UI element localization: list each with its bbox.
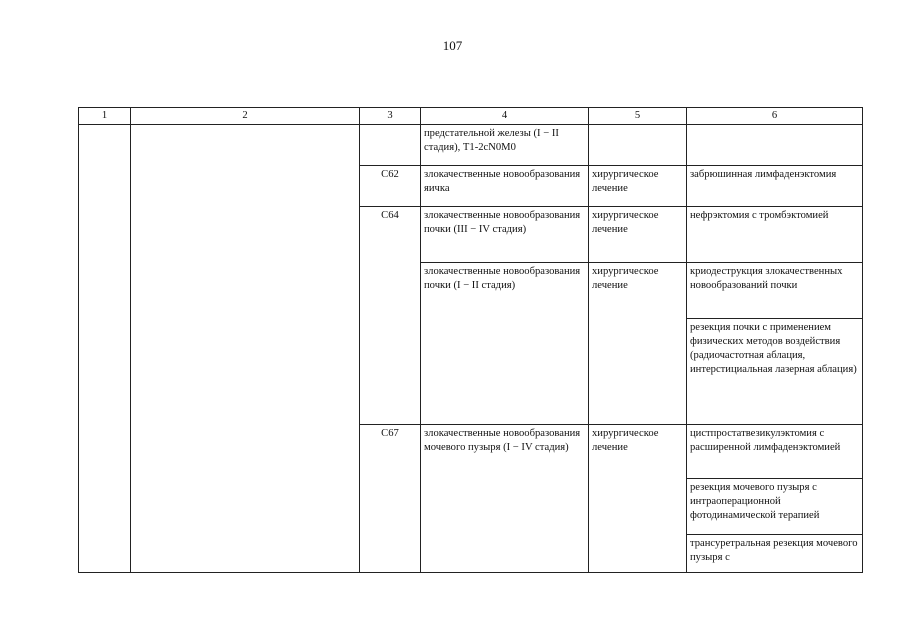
- cell-diagnosis: злокачественные новообразования мочевого пузыря (I − IV стадия): [421, 425, 589, 573]
- cell-treatment: хирургическое лечение: [589, 263, 687, 425]
- column-header-3: 3: [360, 108, 421, 125]
- cell-method: забрюшинная лимфаденэктомия: [687, 166, 863, 207]
- cell-col2-empty: [131, 125, 360, 573]
- cell-diagnosis: злокачественные новообразования яичка: [421, 166, 589, 207]
- column-header-4: 4: [421, 108, 589, 125]
- procedures-table: [78, 107, 863, 573]
- cell-treatment: хирургическое лечение: [589, 166, 687, 207]
- cell-col1-empty: [79, 125, 131, 573]
- cell-treatment: [589, 125, 687, 166]
- cell-method: [687, 125, 863, 166]
- column-header-1: 1: [79, 108, 131, 125]
- cell-code: C64: [360, 207, 421, 425]
- table-header-row: [79, 108, 863, 125]
- page-number: 107: [442, 38, 463, 53]
- cell-method: криодеструкция злокачественных новообразований почки: [687, 263, 863, 319]
- cell-method: нефрэктомия с тромбэктомией: [687, 207, 863, 263]
- cell-code: C62: [360, 166, 421, 207]
- cell-diagnosis: злокачественные новообразования почки (III − IV стадия): [421, 207, 589, 263]
- column-header-6: 6: [687, 108, 863, 125]
- cell-code: C67: [360, 425, 421, 573]
- cell-diagnosis: предстательной железы (I − II стадия), T1-2cN0M0: [421, 125, 589, 166]
- cell-method: цистпростатвезикулэктомия с расширенной лимфаденэктомией: [687, 425, 863, 479]
- cell-code: [360, 125, 421, 166]
- column-header-5: 5: [589, 108, 687, 125]
- column-header-2: 2: [131, 108, 360, 125]
- cell-method: трансуретральная резекция мочевого пузыря с: [687, 535, 863, 573]
- cell-treatment: хирургическое лечение: [589, 207, 687, 263]
- cell-method: резекция почки с применением физических методов воздействия (радиочастотная аблация, интерстициальная лазерная аблация): [687, 319, 863, 425]
- cell-diagnosis: злокачественные новообразования почки (I − II стадия): [421, 263, 589, 425]
- cell-method: резекция мочевого пузыря с интраоперационной фотодинамической терапией: [687, 479, 863, 535]
- table-row: [79, 125, 863, 166]
- cell-treatment: хирургическое лечение: [589, 425, 687, 573]
